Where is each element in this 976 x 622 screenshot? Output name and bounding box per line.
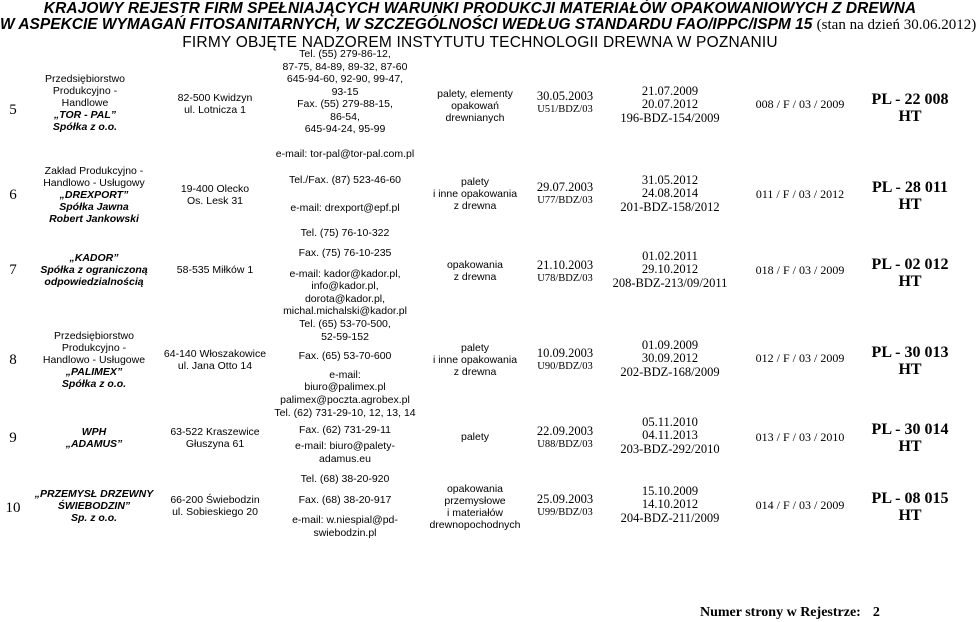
status-date: (stan na dzień 30.06.2012) — [816, 17, 976, 33]
cert-number: U51/BDZ/03 — [537, 104, 593, 115]
address-line: 58-535 Miłków 1 — [176, 264, 254, 276]
date-value: 30.05.2003 — [536, 89, 594, 103]
validity-line: 05.11.2010 — [642, 414, 698, 429]
name-line: odpowiedzialnością — [44, 276, 144, 288]
products — [420, 430, 530, 444]
contact-line: 86-54, — [330, 110, 360, 123]
row-number: 8 — [9, 351, 17, 368]
pl-mark — [860, 178, 960, 214]
product-line: opakowań — [451, 100, 499, 112]
contact-line: Tel. (62) 731-29-10, 12, 13, 14 — [274, 407, 416, 419]
date-value: 25.09.2003 — [536, 492, 594, 506]
name-line: „DREXPORT” — [59, 189, 129, 201]
contact-line: Tel. (65) 53-70-500, — [299, 318, 391, 330]
name-line: Spółka z ograniczoną — [40, 264, 148, 276]
address-line: ul. Sobieskiego 20 — [172, 506, 258, 518]
contact-info — [270, 226, 420, 318]
registry-code: 008 / F / 03 / 2009 — [755, 96, 845, 111]
name-line: „TOR - PAL” — [53, 109, 117, 121]
contact-line: e-mail: biuro@palety-adamus.eu — [295, 440, 395, 465]
contact-line: Fax. (68) 38-20-917 — [298, 493, 392, 506]
address-line: 66-200 Świebodzin — [170, 494, 260, 506]
name-line: Handlowe — [61, 97, 109, 109]
validity — [605, 484, 735, 526]
name-line: Przedsiębiorstwo — [45, 73, 125, 85]
date-value: 22.09.2003 — [536, 424, 594, 438]
validity-line: 04.11.2013 — [642, 428, 698, 443]
contact-email[interactable]: e-mail: tor-pal@tor-pal.com.pl — [275, 147, 415, 160]
validity — [605, 249, 735, 291]
contact-line: Fax. (55) 279-88-15, — [297, 98, 393, 111]
cert-number: U90/BDZ/03 — [537, 361, 593, 372]
product-line: i inne opakowania — [432, 188, 518, 200]
validity-line: 31.05.2012 — [641, 172, 699, 187]
validity-line: 201-BDZ-158/2012 — [620, 199, 720, 214]
date-value: 29.07.2003 — [536, 180, 594, 194]
name-line: Robert Jankowski — [49, 213, 139, 225]
product-line: i materiałów — [446, 507, 504, 519]
certification-date — [525, 492, 605, 520]
ht-label: HT — [898, 438, 922, 455]
products — [420, 342, 530, 378]
product-line: palety — [460, 342, 490, 354]
validity-line: 196-BDZ-154/2009 — [620, 110, 720, 125]
validity-line: 14.10.2012 — [641, 497, 699, 512]
cert-number: U78/BDZ/03 — [537, 273, 593, 284]
name-line: Produkcyjno - — [52, 85, 118, 97]
name-line: ŚWIEBODZIN” — [57, 500, 131, 512]
cert-number: U99/BDZ/03 — [537, 507, 593, 518]
contact-line: dorota@kador.pl, — [304, 292, 386, 305]
pl-number: PL - 08 015 — [871, 490, 949, 507]
company-address — [160, 345, 270, 375]
name-line: Sp. z o.o. — [70, 512, 118, 524]
product-line: palety — [460, 176, 490, 188]
contact-line: Tel./Fax. (87) 523-46-60 — [288, 174, 402, 186]
pl-number: PL - 30 014 — [871, 421, 949, 438]
register-title: KRAJOWY REJESTR FIRM SPEŁNIAJĄCYCH WARUNKI PRODUKCJI MATERIAŁÓW OPAKOWANIOWYCH Z DREWNA — [43, 0, 917, 17]
pl-number: PL - 22 008 — [871, 91, 949, 108]
products — [420, 258, 530, 284]
address-line: Os. Lesk 31 — [186, 195, 244, 207]
pl-number: PL - 02 012 — [871, 256, 949, 273]
name-line: Spółka z o.o. — [52, 121, 118, 133]
validity-line: 30.09.2012 — [641, 351, 699, 366]
company-address — [160, 424, 270, 452]
contact-line: michal.michalski@kador.pl — [283, 305, 407, 317]
company-address — [160, 262, 270, 278]
validity-line: 01.09.2009 — [641, 337, 699, 352]
contact-line: Tel. (75) 76-10-322 — [300, 226, 390, 239]
name-line: „KADOR” — [69, 252, 119, 264]
contact-line: 93-15 — [331, 85, 359, 98]
product-line: i inne opakowania — [432, 354, 518, 366]
products — [420, 86, 530, 126]
contact-line: e-mail: — [329, 368, 361, 381]
product-line: z drewna — [453, 366, 497, 378]
address-line: 82-500 Kwidzyn — [177, 92, 253, 104]
product-line: z drewna — [453, 271, 497, 283]
company-name — [30, 487, 158, 525]
ht-label: HT — [898, 361, 922, 378]
name-line: Spółka z o.o. — [61, 378, 127, 390]
contact-line: Fax. (75) 76-10-235 — [298, 247, 392, 259]
contact-line: 52-59-152 — [321, 330, 369, 343]
date-value: 21.10.2003 — [536, 258, 594, 272]
pl-mark — [860, 343, 960, 379]
name-line: Handlowo - Usługowy — [43, 177, 145, 189]
validity-line: 20.07.2012 — [641, 97, 699, 112]
register-subtitle — [0, 16, 976, 34]
company-name — [30, 329, 158, 391]
row-number: 6 — [9, 186, 17, 203]
validity — [605, 173, 735, 215]
contact-line: e-mail: kador@kador.pl, — [289, 267, 401, 280]
validity — [605, 415, 735, 457]
product-line: opakowania — [446, 259, 504, 271]
name-line: „PRZEMYSŁ DRZEWNY — [34, 488, 154, 500]
contact-line: 645-94-24, 95-99 — [304, 123, 386, 136]
name-line: WPH — [81, 426, 107, 438]
product-line: przemysłowe — [444, 495, 506, 507]
ht-label: HT — [898, 273, 922, 290]
validity-line: 24.08.2014 — [641, 186, 699, 201]
product-line: drewnopochodnych — [429, 519, 521, 531]
contact-line: Tel. (68) 38-20-920 — [300, 473, 390, 485]
supervision-title: FIRMY OBJĘTE NADZOREM INSTYTUTU TECHNOLOGII DREWNA W POZNANIU — [182, 34, 778, 51]
address-line: 19-400 Olecko — [180, 183, 250, 195]
footer-page: 2 — [872, 605, 880, 620]
registry-code: 018 / F / 03 / 2009 — [755, 262, 845, 277]
address-line: ul. Jana Otto 14 — [177, 360, 253, 372]
contact-info — [270, 407, 420, 465]
ht-label: HT — [898, 507, 922, 524]
contact-line: e-mail: drexport@epf.pl — [290, 201, 400, 214]
ht-label: HT — [898, 108, 922, 125]
contact-line: palimex@poczta.agrobex.pl — [280, 393, 410, 406]
name-line: Spółka Jawna — [59, 201, 129, 213]
pl-mark — [860, 420, 960, 456]
certification-date — [525, 88, 605, 118]
name-line: Handlowo - Usługowe — [42, 354, 146, 366]
contact-line: 645-94-60, 92-90, 99-47, — [286, 73, 404, 86]
pl-number: PL - 28 011 — [871, 179, 948, 196]
cert-number: U88/BDZ/03 — [537, 439, 593, 450]
registry-code: 014 / F / 03 / 2009 — [755, 497, 845, 512]
contact-line: e-mail: w.niespial@pd- — [292, 514, 398, 526]
address-line: 63-522 Kraszewice — [170, 426, 260, 438]
subtitle-text: W ASPEKCIE WYMAGAŃ FITOSANITARNYCH, W SZCZEGÓLNOŚCI WEDŁUG STANDARDU FAO/IPPC/ISPM 15 — [0, 16, 813, 33]
certification-date — [525, 179, 605, 209]
name-line: Produkcyjno - — [61, 342, 127, 354]
date-value: 10.09.2003 — [536, 346, 594, 360]
company-address — [160, 492, 270, 520]
contact-line: Tel. (55) 279-86-12, — [299, 48, 391, 61]
contact-info — [270, 174, 420, 214]
product-line: palety — [460, 431, 490, 443]
product-line: opakowania — [446, 483, 504, 495]
validity — [605, 84, 735, 126]
certification-date — [525, 258, 605, 286]
validity-line: 202-BDZ-168/2009 — [620, 364, 720, 379]
validity-line: 204-BDZ-211/2009 — [620, 510, 720, 525]
name-line: „PALIMEX” — [65, 366, 123, 378]
company-name — [30, 251, 158, 289]
cert-number: U77/BDZ/03 — [537, 195, 593, 206]
company-name — [30, 72, 140, 134]
registry-code: 013 / F / 03 / 2010 — [755, 429, 845, 444]
products — [420, 176, 530, 212]
certification-date — [525, 346, 605, 374]
name-line: „ADAMUS” — [65, 438, 123, 450]
company-address — [160, 88, 270, 120]
validity — [605, 338, 735, 380]
contact-info — [270, 46, 420, 138]
row-number: 9 — [9, 429, 17, 446]
registry-code: 012 / F / 03 / 2009 — [755, 350, 845, 365]
contact-line: Fax. (65) 53-70-600 — [298, 350, 392, 363]
product-line: palety, elementy — [437, 88, 513, 100]
validity-line: 208-BDZ-213/09/2011 — [612, 275, 728, 290]
company-address — [160, 180, 270, 210]
row-number: 7 — [9, 261, 17, 278]
name-line: Przedsiębiorstwo — [54, 330, 134, 342]
certification-date — [525, 424, 605, 452]
footer-label: Numer strony w Rejestrze: — [700, 605, 861, 620]
name-line: Zakład Produkcyjno - — [44, 165, 144, 177]
contact-info — [270, 318, 420, 406]
address-line: 64-140 Włoszakowice — [163, 348, 267, 360]
validity-line: 203-BDZ-292/2010 — [620, 441, 720, 456]
company-name — [30, 164, 158, 226]
registry-code: 011 / F / 03 / 2012 — [755, 186, 845, 201]
page-number-footer — [700, 605, 880, 621]
contact-line: swiebodzin.pl — [313, 526, 377, 539]
validity-line: 29.10.2012 — [641, 262, 699, 277]
company-name — [30, 424, 158, 452]
product-line: z drewna — [453, 200, 497, 212]
pl-mark — [860, 489, 960, 525]
contact-line: Fax. (62) 731-29-11 — [298, 423, 392, 436]
row-number: 10 — [5, 499, 21, 516]
pl-mark — [860, 90, 960, 126]
validity-line: 01.02.2011 — [642, 248, 698, 263]
ht-label: HT — [898, 196, 922, 213]
validity-line: 21.07.2009 — [641, 83, 699, 98]
contact-line: info@kador.pl, — [311, 280, 379, 292]
contact-info — [270, 471, 420, 541]
row-number: 5 — [9, 101, 17, 118]
products — [420, 482, 530, 532]
validity-line: 15.10.2009 — [641, 483, 699, 498]
pl-number: PL - 30 013 — [871, 344, 949, 361]
pl-mark — [860, 255, 960, 291]
address-line: ul. Lotnicza 1 — [184, 104, 246, 116]
product-line: drewnianych — [445, 112, 505, 124]
address-line: Głuszyna 61 — [185, 438, 245, 450]
contact-line: 87-75, 84-89, 89-32, 87-60 — [282, 60, 408, 73]
contact-line: biuro@palimex.pl — [304, 381, 386, 393]
